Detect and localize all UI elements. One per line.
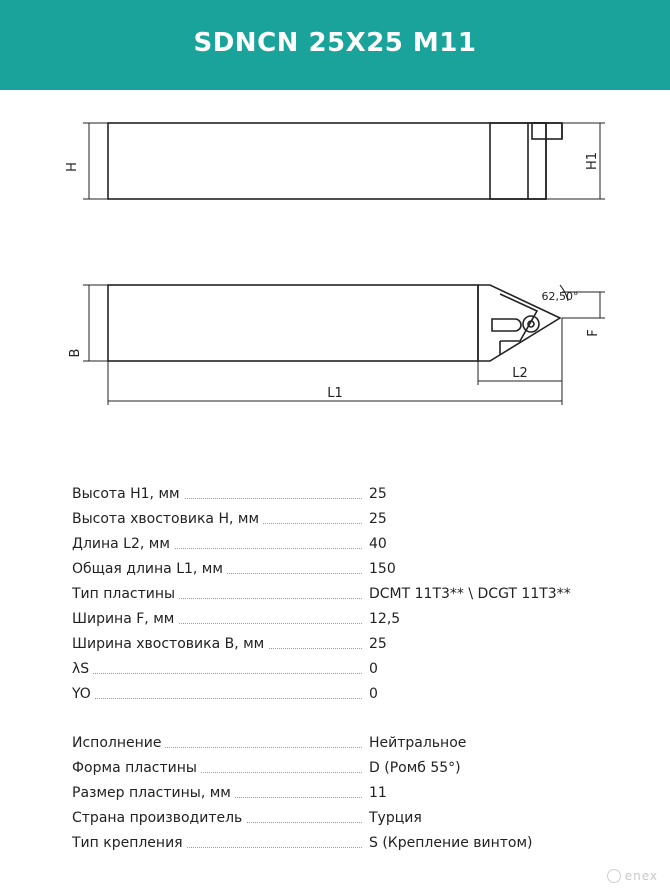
spec-value: 0	[369, 661, 378, 677]
spec-value: D (Ромб 55°)	[369, 760, 461, 776]
watermark-text: enex	[624, 869, 658, 883]
dim-label-b: B	[68, 348, 83, 358]
spec-row	[72, 632, 592, 657]
dim-label-l1: L1	[327, 386, 343, 401]
spec-label: Высота хвостовика H, мм	[72, 507, 263, 532]
spec-value: 150	[369, 561, 396, 577]
spec-row	[72, 781, 592, 806]
spec-value: 11	[369, 785, 387, 801]
spacer	[72, 707, 592, 731]
dim-label-h: H	[65, 162, 80, 172]
spec-row	[72, 831, 592, 856]
spec-label: Высота H1, мм	[72, 482, 184, 507]
spec-label: Исполнение	[72, 731, 165, 756]
spec-label: Ширина хвостовика B, мм	[72, 632, 268, 657]
logo-icon	[607, 869, 621, 883]
spec-row	[72, 756, 592, 781]
spec-label: Форма пластины	[72, 756, 201, 781]
spec-label: Ширина F, мм	[72, 607, 178, 632]
dim-h-lines	[83, 123, 605, 199]
spec-row	[72, 507, 592, 532]
spec-label: Тип пластины	[72, 582, 179, 607]
tool-drawing	[0, 95, 670, 425]
watermark-logo	[607, 869, 658, 883]
spec-label: λS	[72, 657, 93, 682]
angle-label: 62,50°	[541, 290, 579, 303]
spec-row	[72, 557, 592, 582]
spec-value: DCMT 11T3** \ DCGT 11T3**	[369, 586, 571, 602]
spec-value: Турция	[369, 810, 422, 826]
page-title: SDNCN 25X25 M11	[193, 28, 477, 58]
spec-row	[72, 806, 592, 831]
spec-value: S (Крепление винтом)	[369, 835, 533, 851]
dim-label-f: F	[586, 329, 601, 337]
spec-label: YO	[72, 682, 95, 707]
dim-label-h1: H1	[585, 151, 600, 171]
side-view	[108, 123, 562, 199]
spec-row	[72, 482, 592, 507]
spec-value: 25	[369, 636, 387, 652]
specs-table	[72, 482, 592, 856]
spec-value: 12,5	[369, 611, 401, 627]
spec-value: 40	[369, 536, 387, 552]
spec-label: Общая длина L1, мм	[72, 557, 227, 582]
spec-row	[72, 582, 592, 607]
spec-row	[72, 607, 592, 632]
spec-row	[72, 731, 592, 756]
spec-label: Тип крепления	[72, 831, 187, 856]
spec-value: Нейтральное	[369, 735, 467, 751]
spec-label: Размер пластины, мм	[72, 781, 235, 806]
spec-label: Длина L2, мм	[72, 532, 174, 557]
dim-label-l2: L2	[512, 366, 528, 381]
spec-row	[72, 532, 592, 557]
spec-value: 25	[369, 486, 387, 502]
header-banner	[0, 0, 670, 90]
spec-value: 25	[369, 511, 387, 527]
spec-value: 0	[369, 686, 378, 702]
top-view	[108, 285, 560, 361]
spec-row	[72, 657, 592, 682]
spec-label: Страна производитель	[72, 806, 246, 831]
spec-row	[72, 682, 592, 707]
